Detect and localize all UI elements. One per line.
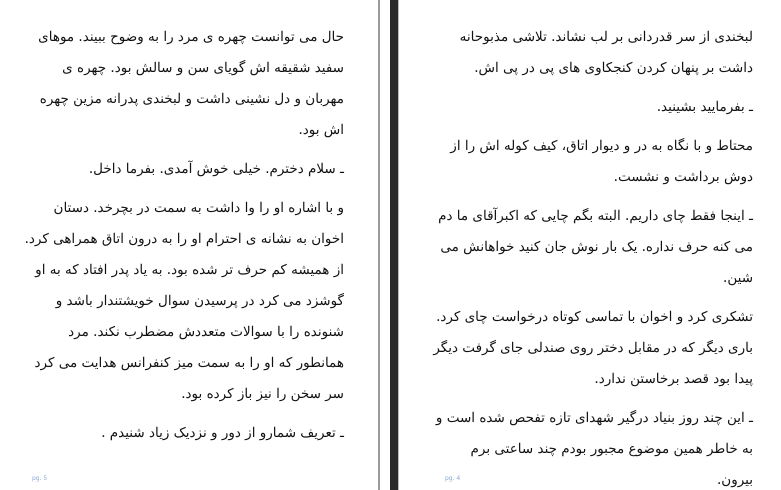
paragraph: ـ اینجا فقط چای داریم. البته بگم چایی که اکبرآقای ما دم می کنه حرف نداره. یک بار نوش جان کنید خواهانش می شین.	[438, 208, 753, 286]
paragraph: لبخندی از سر قدردانی بر لب نشاند. تلاشی مذبوحانه داشت بر پنهان کردن کنجکاوی های پی در پی اش.	[459, 29, 753, 76]
left-page-text	[22, 22, 344, 457]
paragraph: ـ این چند روز بنیاد درگیر شهدای تازه تفحص شده است و به خاطر همین موضوع مجبور بودم چند ساعتی برم بیرون.	[435, 410, 753, 488]
paragraph: محتاط و با نگاه به در و دیوار اتاق، کیف کوله اش را از دوش برداشت و نشست.	[450, 138, 753, 185]
paragraph: ـ تعریف شمارو از دور و نزدیک زیاد شنیدم .	[101, 425, 344, 441]
paragraph: تشکری کرد و اخوان با تماسی کوتاه درخواست چای کرد. باری دیگر که در مقابل دختر روی صندلی جای گرفت دیگر پیدا بود قصد برخاستن ندارد.	[433, 309, 753, 387]
right-page-text	[433, 22, 753, 490]
paragraph: ـ سلام دخترم. خیلی خوش آمدی. بفرما داخل.	[88, 161, 344, 177]
page-number: pg. 4	[445, 475, 461, 482]
left-page	[0, 0, 378, 490]
book-spine	[390, 0, 398, 490]
page-number: pg. 5	[32, 475, 48, 482]
paragraph: ـ بفرمایید بشینید.	[656, 99, 753, 115]
right-page	[405, 0, 781, 490]
paragraph: و با اشاره او را وا داشت به سمت در بچرخد. دستان اخوان به نشانه ی احترام او را به درون اتاق همراهی کرد. از همیشه کم حرف تر شده بود. به یاد پدر افتاد که به او گوشزد می کرد در پرسیدن سوال خویشتندار باشد و شنونده را با سوالات متعددش مضطرب نکند. مرد همانطور که او را به سمت میز کنفرانس هدایت می کرد سر سخن را نیز باز کرده بود.	[24, 200, 344, 402]
page-divider	[378, 0, 380, 490]
paragraph: حال می توانست چهره ی مرد را به وضوح ببیند. موهای سفید شقیقه اش گویای سن و سالش بود. چهره ی مهربان و دل نشینی داشت و لبخندی پدرانه مزین چهره اش بود.	[38, 29, 344, 138]
page-divider	[398, 0, 399, 490]
